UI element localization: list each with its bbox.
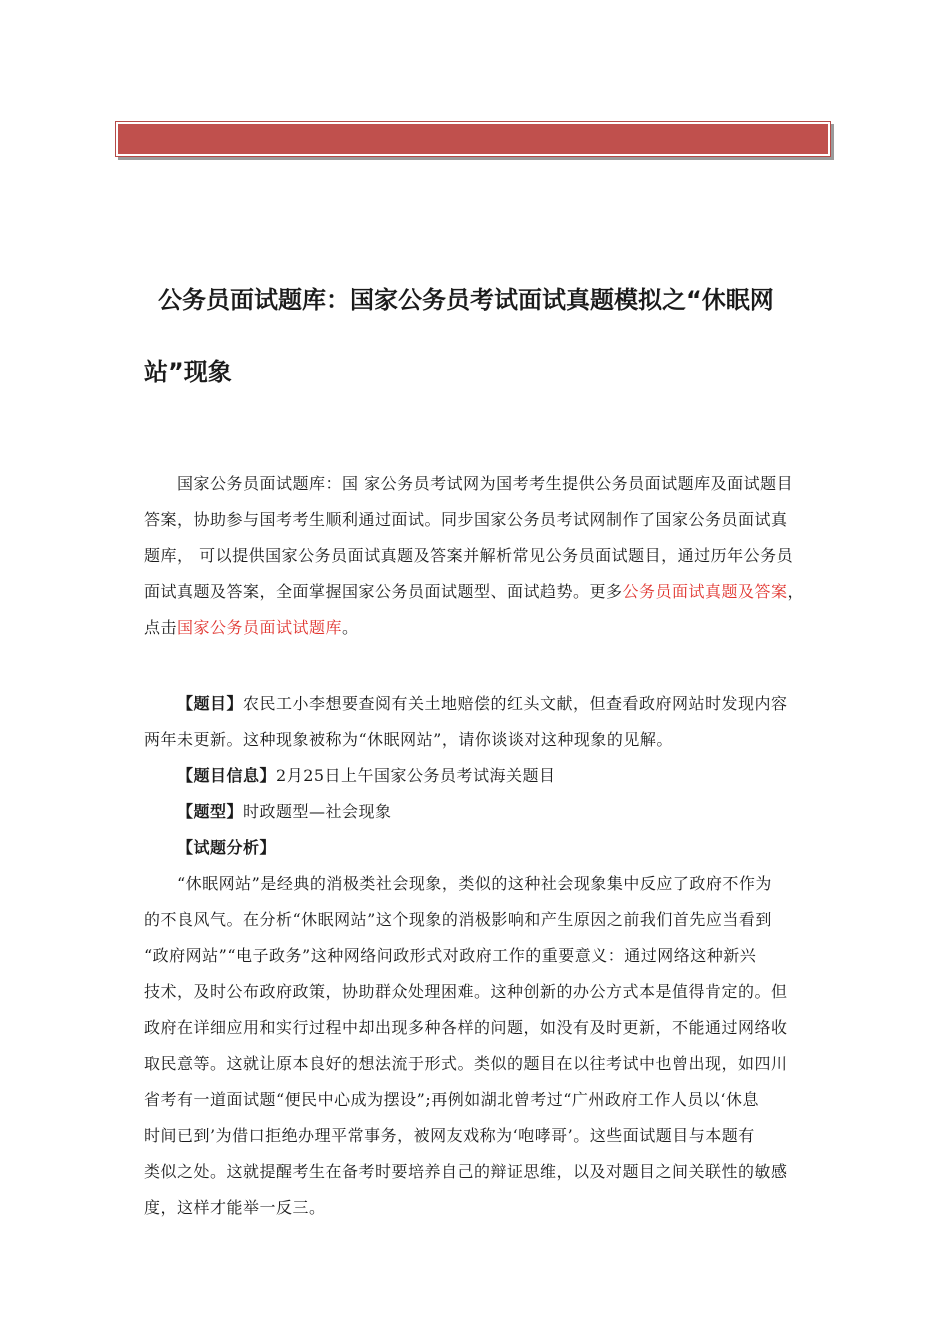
intro-line: 题库， 可以提供国家公务员面试真题及答案并解析常见公务员面试题目，通过历年公务员 [144, 546, 794, 565]
question-label: 【题目】 [177, 694, 244, 713]
info-line [144, 758, 812, 794]
analysis-line: 度，这样才能举一反三。 [144, 1198, 326, 1217]
analysis-line: 省考有一道面试题“便民中心成为摆设”;再例如湖北曾考过“广州政府工作人员以‘休息 [144, 1090, 760, 1109]
question-text: 农民工小李想要查阅有关土地赔偿的红头文献，但查看政府网站时发现内容 [243, 694, 788, 713]
analysis-line: 的不良风气。在分析“休眠网站”这个现象的消极影响和产生原因之前我们首先应当看到 [144, 910, 772, 929]
intro-line: 答案，协助参与国考考生顺利通过面试。同步国家公务员考试网制作了国家公务员面试真 [144, 510, 788, 529]
analysis-line: “休眠网站”是经典的消极类社会现象，类似的这种社会现象集中反应了政府不作为 [177, 874, 772, 893]
analysis-label: 【试题分析】 [177, 838, 277, 857]
intro-paragraph [144, 466, 812, 646]
info-text: 2月25日上午国家公务员考试海关题目 [276, 766, 556, 785]
question-bank-link[interactable]: 国家公务员面试试题库 [177, 618, 343, 637]
analysis-line: 政府在详细应用和实行过程中却出现多种各样的问题，如没有及时更新，不能通过网络收 [144, 1018, 788, 1037]
analysis-line: 类似之处。这就提醒考生在备考时要培养自己的辩证思维，以及对题目之间关联性的敏感 [144, 1162, 788, 1181]
intro-text: ， [787, 582, 805, 601]
header-banner [116, 122, 830, 156]
info-label: 【题目信息】 [177, 766, 277, 785]
answers-link[interactable]: 公务员面试真题及答案 [622, 582, 788, 601]
intro-line [144, 574, 812, 610]
intro-line [144, 610, 812, 646]
type-line [144, 794, 812, 830]
type-label: 【题型】 [177, 802, 244, 821]
type-text: 时政题型—社会现象 [243, 802, 392, 821]
intro-text: 点击 [144, 618, 178, 637]
page-title-line-1: 公务员面试题库：国家公务员考试面试真题模拟之“休眠网 [158, 286, 774, 314]
analysis-line: 取民意等。这就让原本良好的想法流于形式。类似的题目在以往考试中也曾出现，如四川 [144, 1054, 788, 1073]
page-title-line-2: 站”现象 [144, 358, 232, 386]
analysis-line: 技术，及时公布政府政策，协助群众处理困难。这种创新的办公方式本是值得肯定的。但 [144, 982, 788, 1001]
analysis-line: “政府网站”“电子政务”这种网络问政形式对政府工作的重要意义：通过网络这种新兴 [144, 946, 757, 965]
intro-text: 面试真题及答案，全面掌握国家公务员面试题型、面试趋势。更多 [144, 582, 623, 601]
question-line [144, 686, 812, 722]
analysis-line: 时间已到’为借口拒绝办理平常事务，被网友戏称为‘咆哮哥’。这些面试题目与本题有 [144, 1126, 755, 1145]
question-line: 两年未更新。这种现象被称为“休眠网站”，请你谈谈对这种现象的见解。 [144, 730, 673, 749]
intro-text: 。 [342, 618, 359, 637]
intro-line: 国家公务员面试题库：国 家公务员考试网为国考考生提供公务员面试题库及面试题目 [177, 474, 794, 493]
question-section [144, 686, 812, 1226]
